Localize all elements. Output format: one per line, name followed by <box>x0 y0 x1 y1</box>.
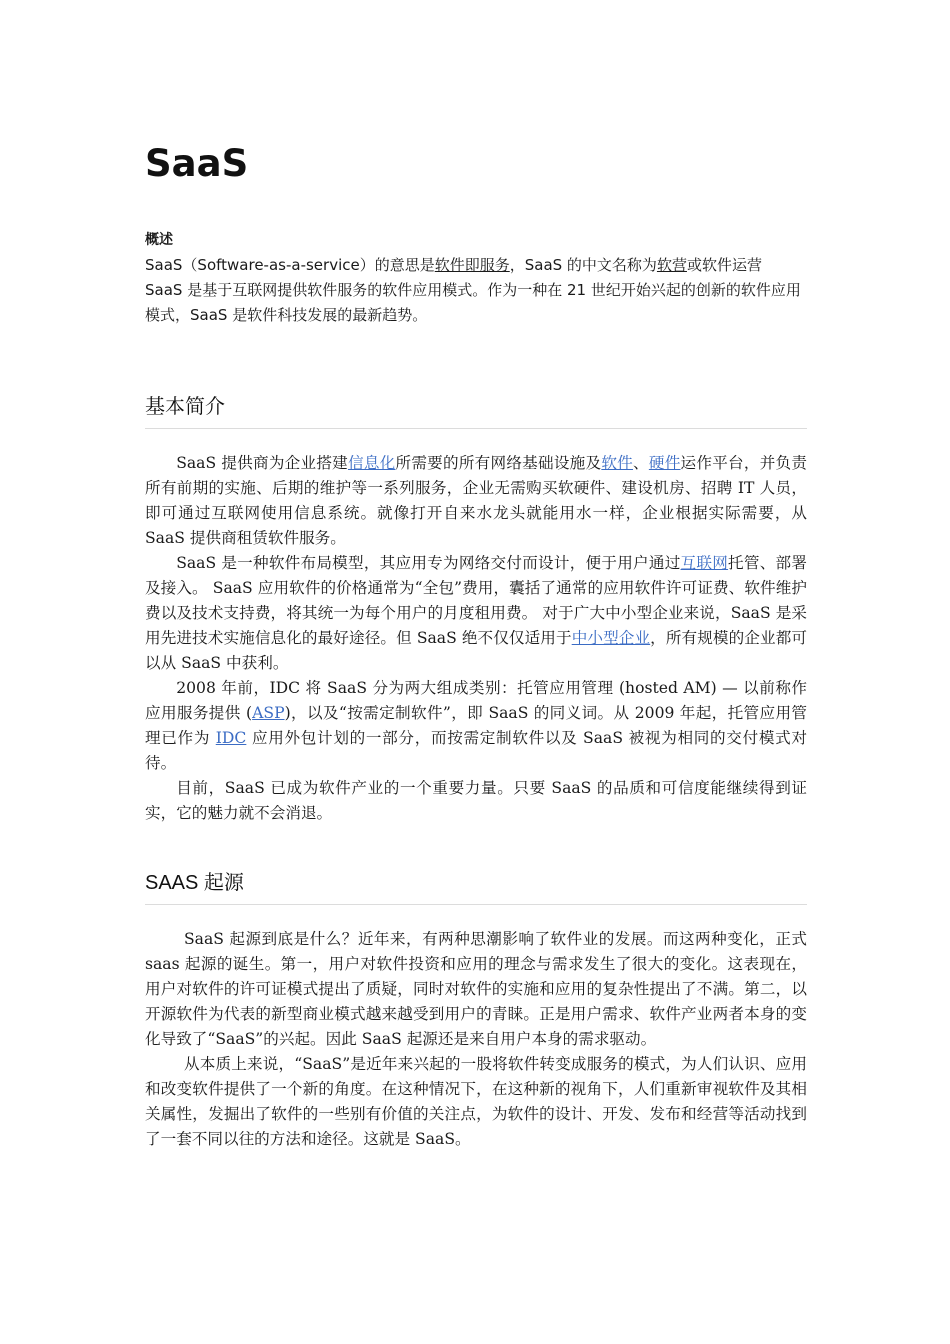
overview-text: ，SaaS 的中文名称为 <box>509 256 657 274</box>
text: ，所有规模的企业都可以从 SaaS 中获利。 <box>145 629 807 672</box>
idc-link[interactable]: IDC <box>215 729 247 747</box>
paragraph: SaaS 起源到底是什么？近年来，有两种思潮影响了软件业的发展。而这两种变化，正式 saas 起源的诞生。第一，用户对软件投资和应用的理念与需求发生了很大的变化。这表现在，用户对软件的许可证模式提出了质疑，同时对软件的实施和应用的复杂性提出了不满。第二，以开源软件为代表的新型商业模式越来越受到用户的青睐。正是用户需求、软件产业两者本身的变化导致了“SaaS”的兴起。因此 SaaS 起源还是来自用户本身的需求驱动。 <box>145 930 807 1048</box>
overview-text: 或软件运营 <box>686 256 762 274</box>
text: 应用外包计划的一部分，而按需定制软件以及 SaaS 被视为相同的交付模式对待。 <box>145 729 807 772</box>
saas-meaning-link[interactable]: 软件即服务 <box>434 256 510 274</box>
overview-text: SaaS（Software-as-a-service）的意思是 <box>145 256 435 274</box>
text: SaaS 提供商为企业搭建 <box>176 454 349 472</box>
section-intro <box>145 392 807 826</box>
section-heading: 基本简介 <box>145 396 225 418</box>
software-link[interactable]: 软件 <box>601 454 634 472</box>
asp-link[interactable]: ASP <box>252 704 285 722</box>
ruanying-link[interactable]: 软营 <box>656 256 687 274</box>
internet-link[interactable]: 互联网 <box>680 554 729 572</box>
overview-paragraph-2: SaaS 是基于互联网提供软件服务的软件应用模式。作为一种在 21 世纪开始兴起的创新的软件应用模式，SaaS 是软件科技发展的最新趋势。 <box>145 281 801 324</box>
sme-link[interactable]: 中小型企业 <box>571 629 651 647</box>
section-body <box>145 927 807 1152</box>
paragraph <box>145 451 807 551</box>
text: 2008 年前，IDC 将 SaaS 分为两大组成类别：托管应用管理 (hosted AM) — 以前称作应用服务提供 ( <box>145 679 807 722</box>
overview-section <box>145 228 807 328</box>
paragraph: 目前，SaaS 已成为软件产业的一个重要力量。只要 SaaS 的品质和可信度能继续得到证实，它的魅力就不会消退。 <box>145 779 807 822</box>
paragraph <box>145 551 807 676</box>
text: SaaS 是一种软件布局模型，其应用专为网络交付而设计，便于用户通过 <box>176 554 681 572</box>
text: 、 <box>633 454 649 472</box>
hardware-link[interactable]: 硬件 <box>648 454 681 472</box>
overview-label: 概述 <box>145 232 173 248</box>
text: 托管、部署及接入。 SaaS 应用软件的价格通常为“全包”费用，囊括了通常的应用软件许可证费、软件维护费以及技术支持费，将其统一为每个用户的月度租用费。 对于广大中小型企业来说，SaaS 是采用先进技术实施信息化的最好途径。但 SaaS 绝不仅仅适用于 <box>145 554 807 647</box>
section-body <box>145 451 807 826</box>
section-heading: SAAS 起源 <box>145 872 244 894</box>
paragraph: 从本质上来说，“SaaS”是近年来兴起的一股将软件转变成服务的模式，为人们认识、应用和改变软件提供了一个新的角度。在这种情况下，在这种新的视角下，人们重新审视软件及其相关属性，发掘出了软件的一些别有价值的关注点，为软件的设计、开发、发布和经营等活动找到了一套不同以往的方法和途径。这就是 SaaS。 <box>145 1055 807 1148</box>
text: 所需要的所有网络基础设施及 <box>395 454 602 472</box>
text: )，以及“按需定制软件”，即 SaaS 的同义词。从 2009 年起，托管应用管理已作为 <box>145 704 808 747</box>
paragraph <box>145 676 807 776</box>
document-title: SaaS <box>145 142 249 185</box>
informatization-link[interactable]: 信息化 <box>348 454 396 472</box>
section-origin <box>145 868 807 1152</box>
section-heading-wrap <box>145 392 807 429</box>
text: 运作平台，并负责所有前期的实施、后期的维护等一系列服务，企业无需购买软硬件、建设机房、招聘 IT 人员，即可通过互联网使用信息系统。就像打开自来水龙头就能用水一样，企业根据实际需要，从 SaaS 提供商租赁软件服务。 <box>145 454 807 547</box>
document-content <box>145 140 807 1152</box>
section-heading-wrap <box>145 868 807 905</box>
overview-paragraph-1 <box>145 253 807 278</box>
